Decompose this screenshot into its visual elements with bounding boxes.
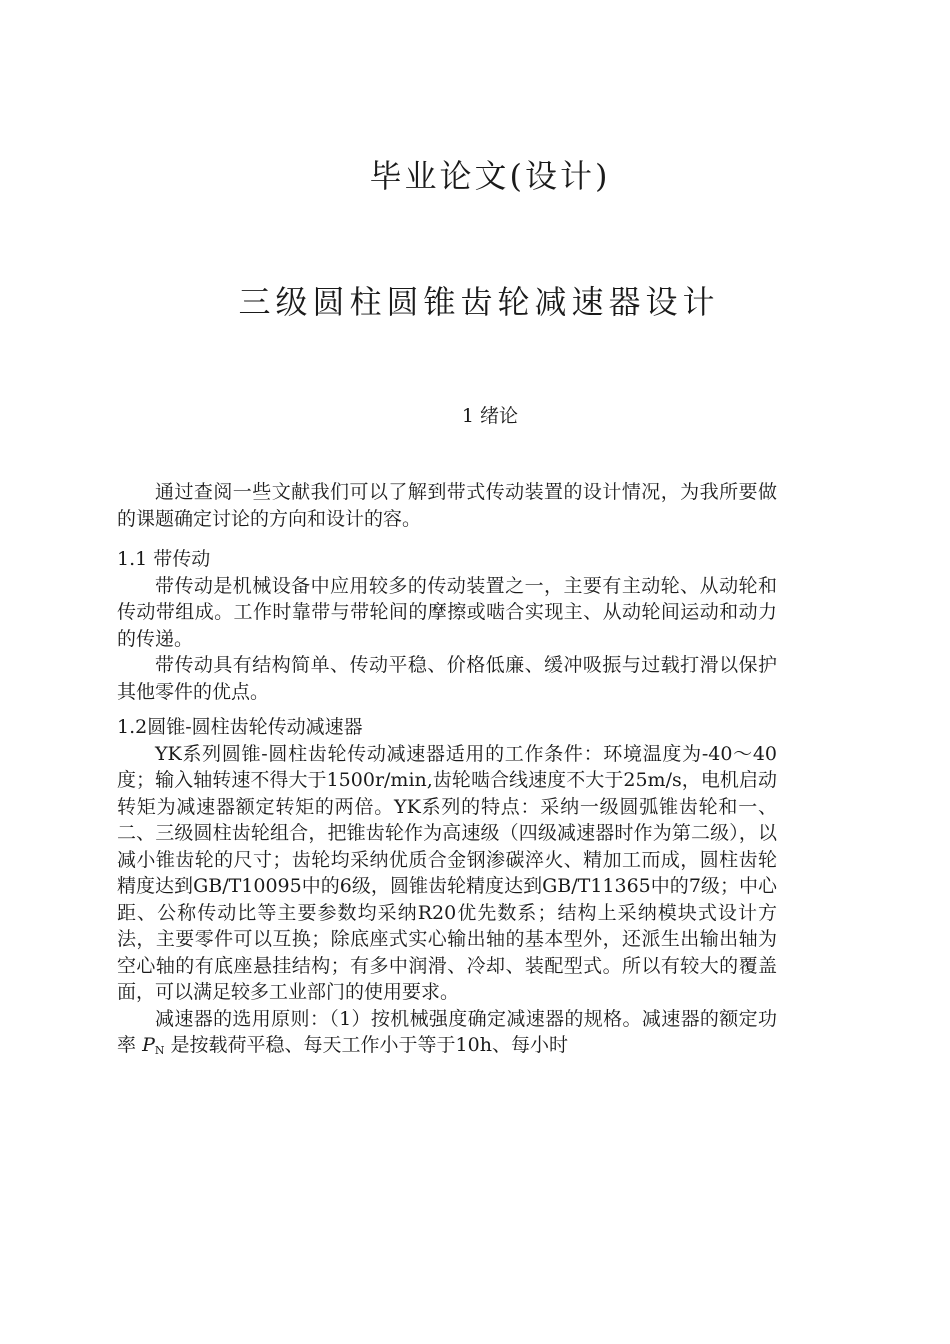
body-paragraph: [117, 1006, 777, 1065]
section-heading: 1.1 带传动: [117, 548, 211, 570]
power-subscript: N: [154, 1044, 165, 1057]
thesis-title: 三级圆柱圆锥齿轮减速器设计: [238, 283, 720, 321]
intro-paragraph: 通过查阅一些文献我们可以了解到带式传动装置的设计情况，为我所要做的课题确定讨论的方向和设计的容。: [117, 481, 777, 530]
section-1-2: [117, 714, 777, 1065]
text-run: 是按载荷平稳、每天工作小于等于10h、每小时: [170, 1034, 568, 1056]
power-symbol: P: [142, 1034, 155, 1056]
document-type-title: 毕业论文(设计): [369, 157, 611, 195]
body-paragraph: 带传动是机械设备中应用较多的传动装置之一，主要有主动轮、从动轮和传动带组成。工作时靠带与带轮间的摩擦或啮合实现主、从动轮间运动和动力的传递。: [117, 574, 777, 650]
text-run: 减速器的选用原则：（1）按机械强度确定减速器的规格。减速器的额定功率: [117, 1007, 777, 1056]
chapter-heading: 1 绪论: [461, 405, 519, 427]
body-paragraph: YK系列圆锥-圆柱齿轮传动减速器适用的工作条件：环境温度为-40～40度；输入轴转速不得大于1500r/min,齿轮啮合线速度不大于25m/s，电机启动转矩为减速器额定转矩的两倍。YK系列的特点：采纳一级圆弧锥齿轮和一、二、三级圆柱齿轮组合，把锥齿轮作为高速级（四级减速器时作为第二级），以减小锥齿轮的尺寸；齿轮均采纳优质合金钢渗碳淬火、精加工而成，圆柱齿轮精度达到GB/T10095中的6级，圆锥齿轮精度达到GB/T11365中的7级；中心距、公称传动比等主要参数均采纳R20优先数系；结构上采纳模块式设计方法，主要零件可以互换；除底座式实心输出轴的基本型外，还派生出输出轴为空心轴的有底座悬挂结构；有多中润滑、冷却、装配型式。所以有较大的覆盖面，可以满足较多工业部门的使用要求。: [117, 742, 777, 1003]
section-heading: 1.2圆锥-圆柱齿轮传动减速器: [117, 716, 363, 738]
intro-section: [117, 479, 777, 532]
section-1-1: [117, 546, 777, 705]
body-paragraph: 带传动具有结构简单、传动平稳、价格低廉、缓冲吸振与过载打滑以保护其他零件的优点。: [117, 654, 777, 703]
